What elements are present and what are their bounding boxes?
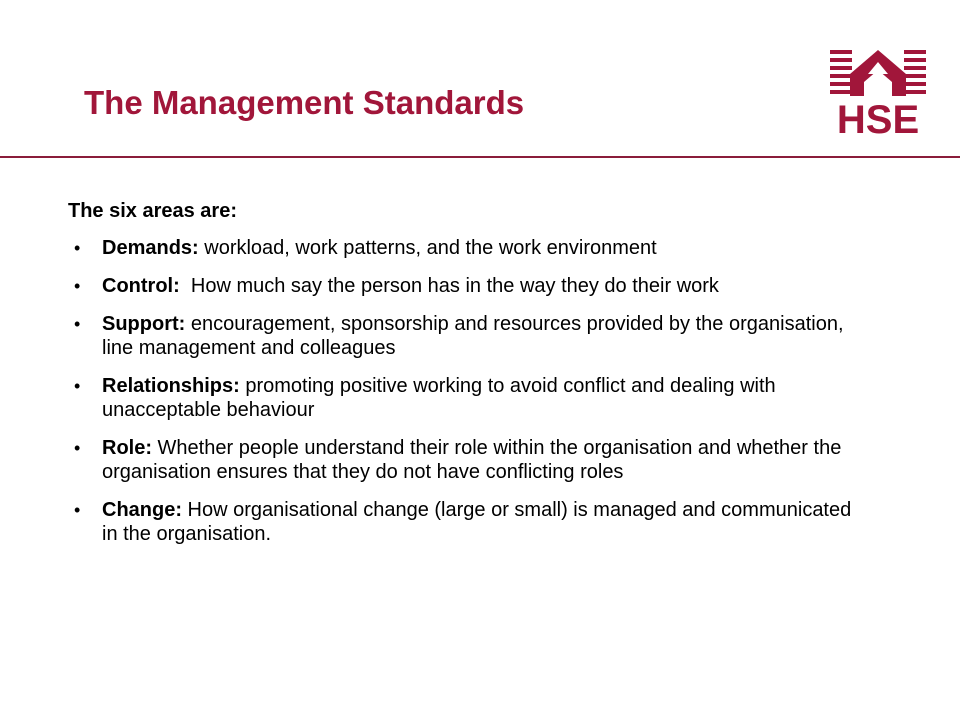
item-text: How organisational change (large or small) is managed and communicated in the organisation. xyxy=(102,499,852,545)
item-text: How much say the person has in the way they do their work xyxy=(179,275,719,297)
list-item-role xyxy=(68,436,868,484)
hse-logo-text: HSE xyxy=(836,98,920,142)
item-text: promoting positive working to avoid conflict and dealing with unacceptable behaviour xyxy=(102,375,776,421)
item-term: Relationships: xyxy=(102,375,240,397)
bullet-icon: • xyxy=(74,376,81,396)
item-term: Role: xyxy=(102,437,152,459)
list-item-demands xyxy=(68,236,868,260)
bullet-icon: • xyxy=(74,276,81,296)
areas-list xyxy=(68,236,868,560)
intro-heading: The six areas are: xyxy=(68,200,237,222)
list-item-relationships xyxy=(68,374,868,422)
item-term: Support: xyxy=(102,313,186,335)
item-term: Control: xyxy=(102,275,180,297)
item-text: workload, work patterns, and the work environment xyxy=(198,237,657,259)
slide-title: The Management Standards xyxy=(84,84,525,121)
title-divider xyxy=(0,156,960,158)
item-text: encouragement, sponsorship and resources provided by the organisation, line management and colleagues xyxy=(102,313,844,359)
list-item-control xyxy=(68,274,868,298)
item-text: Whether people understand their role within the organisation and whether the organisation ensures that they do not have conflicting roles xyxy=(102,437,842,483)
bullet-icon: • xyxy=(74,500,81,520)
item-term: Change: xyxy=(102,499,182,521)
bullet-icon: • xyxy=(74,238,81,258)
item-term: Demands: xyxy=(102,237,199,259)
bullet-icon: • xyxy=(74,438,81,458)
list-item-change xyxy=(68,498,868,546)
list-item-support xyxy=(68,312,868,360)
bullet-icon: • xyxy=(74,314,81,334)
